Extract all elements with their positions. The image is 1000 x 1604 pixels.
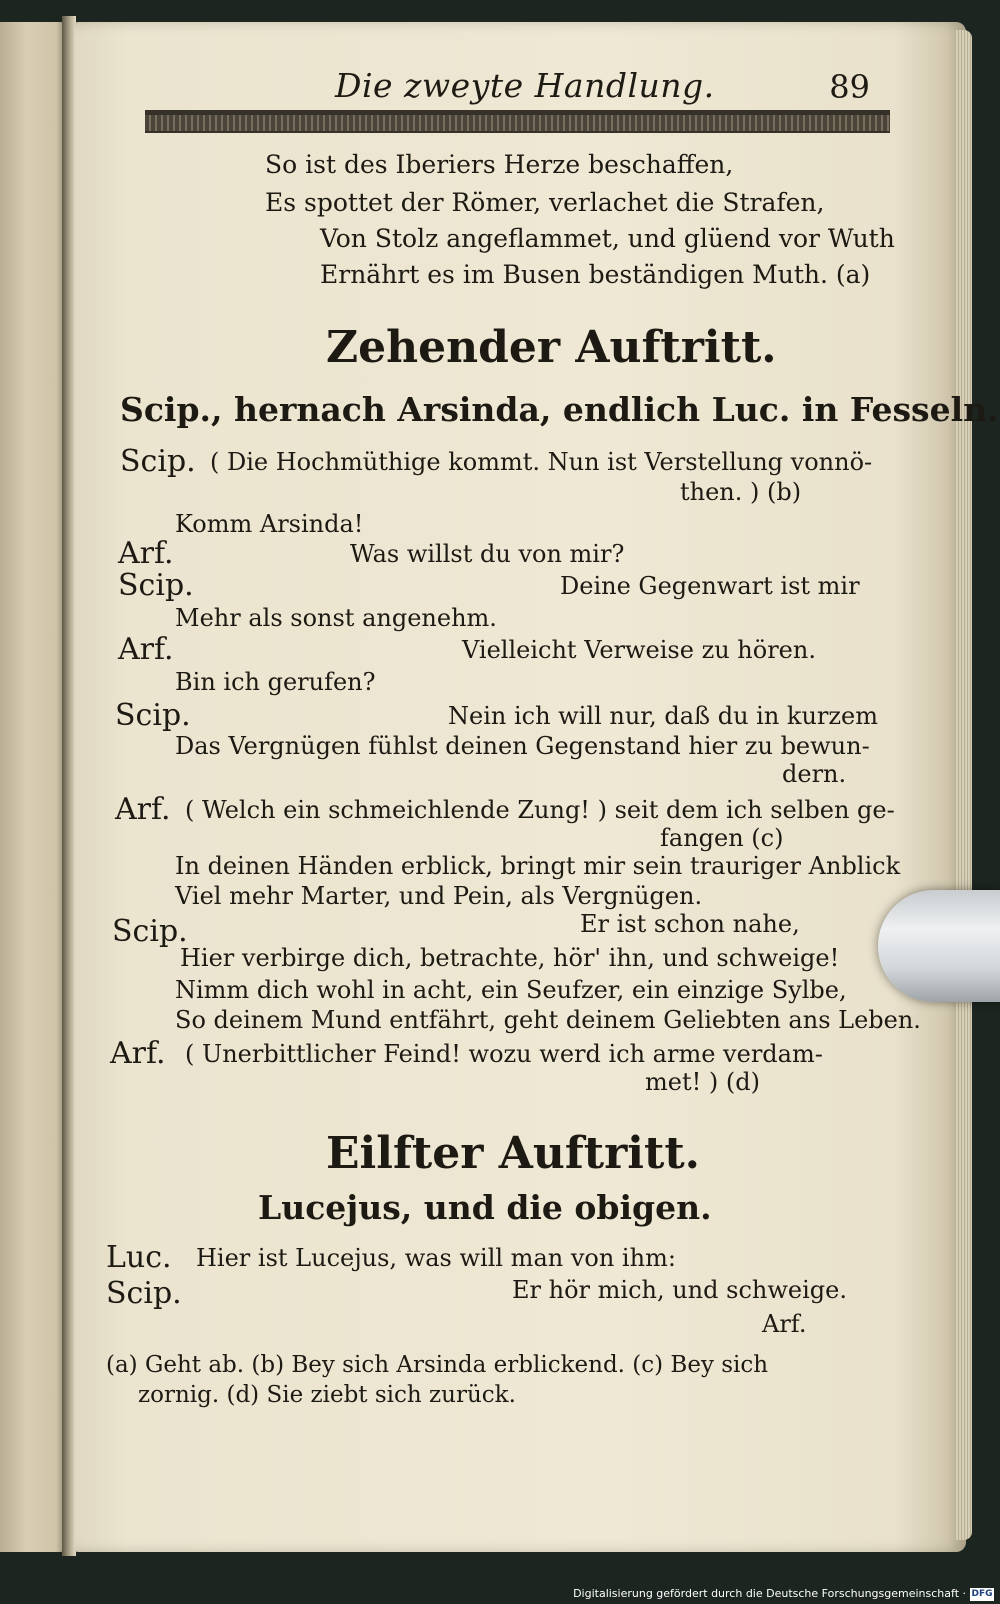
dialogue-line: ( Die Hochmüthige kommt. Nun ist Verstellung vonnö- <box>210 448 873 476</box>
thumb-holder <box>878 890 1000 1002</box>
speaker-label: Scip. <box>106 1276 182 1311</box>
dialogue-line: Vielleicht Verweise zu hören. <box>462 636 816 664</box>
dialogue-line: Bin ich gerufen? <box>175 668 376 696</box>
dialogue-line: Viel mehr Marter, und Pein, als Vergnügen. <box>175 882 703 910</box>
left-page-edge <box>0 22 66 1552</box>
speaker-label: Arf. <box>110 1036 166 1071</box>
dialogue-line: Was willst du von mir? <box>350 540 625 568</box>
verse-line: Es spottet der Römer, verlachet die Strafen, <box>265 188 825 217</box>
dialogue-line: Hier ist Lucejus, was will man von ihm: <box>196 1244 676 1272</box>
cast-list: Scip., hernach Arsinda, endlich Luc. in Fesseln. <box>120 390 999 429</box>
dialogue-line: fangen (c) <box>660 824 784 852</box>
dialogue-line: then. ) (b) <box>680 478 802 506</box>
catchword: Arf. <box>762 1310 807 1338</box>
dialogue-line: met! ) (d) <box>645 1068 760 1096</box>
dialogue-line: Nimm dich wohl in acht, ein Seufzer, ein einzige Sylbe, <box>175 976 847 1004</box>
speaker-label: Scip. <box>120 444 196 479</box>
dialogue-line: Das Vergnügen fühlst deinen Gegenstand hier zu bewun- <box>175 732 870 760</box>
dialogue-line: Deine Gegenwart ist mir <box>560 572 860 600</box>
footnote-line: (a) Geht ab. (b) Bey sich Arsinda erblickend. (c) Bey sich <box>106 1352 769 1378</box>
verse-line: Von Stolz angeflammet, und glüend vor Wuth <box>320 224 895 253</box>
speaker-label: Scip. <box>115 698 191 733</box>
dialogue-line: Mehr als sonst angenehm. <box>175 604 497 632</box>
scene-title: Zehender Auftritt. <box>326 322 777 373</box>
scene-title: Eilfter Auftritt. <box>326 1128 700 1179</box>
dialogue-line: In deinen Händen erblick, bringt mir sein trauriger Anblick <box>175 852 901 880</box>
speaker-label: Arf. <box>118 536 174 571</box>
dialogue-line: Komm Arsinda! <box>175 510 364 538</box>
dialogue-line: So deinem Mund entfährt, geht deinem Geliebten ans Leben. <box>175 1006 921 1034</box>
page-edges <box>956 30 972 1540</box>
speaker-label: Scip. <box>118 568 194 603</box>
running-title: Die zweyte Handlung. <box>335 66 715 105</box>
speaker-label: Scip. <box>112 914 188 949</box>
dialogue-line: Er ist schon nahe, <box>580 910 800 938</box>
dialogue-line: ( Unerbittlicher Feind! wozu werd ich arme verdam- <box>185 1040 823 1068</box>
speaker-label: Luc. <box>106 1240 172 1275</box>
dialogue-line: Er hör mich, und schweige. <box>512 1276 847 1304</box>
dialogue-line: dern. <box>782 760 847 788</box>
page-number: 89 <box>829 68 870 106</box>
header-rule <box>145 110 890 133</box>
dfg-logo: DFG <box>971 1589 993 1599</box>
speaker-label: Arf. <box>118 632 174 667</box>
speaker-label: Arf. <box>115 792 171 827</box>
page-header <box>335 58 890 108</box>
digitization-credit: Digitalisierung gefördert durch die Deutsche Forschungsgemeinschaft · <box>573 1587 966 1600</box>
dialogue-line: Hier verbirge dich, betrachte, hör' ihn, und schweige! <box>180 944 840 972</box>
verse-line: So ist des Iberiers Herze beschaffen, <box>265 150 734 179</box>
verse-line: Ernährt es im Busen beständigen Muth. (a) <box>320 260 871 289</box>
footnote-line: zornig. (d) Sie ziebt sich zurück. <box>138 1382 516 1408</box>
dialogue-line: Nein ich will nur, daß du in kurzem <box>448 702 878 730</box>
cast-list: Lucejus, und die obigen. <box>258 1188 712 1227</box>
dialogue-line: ( Welch ein schmeichlende Zung! ) seit dem ich selben ge- <box>185 796 895 824</box>
